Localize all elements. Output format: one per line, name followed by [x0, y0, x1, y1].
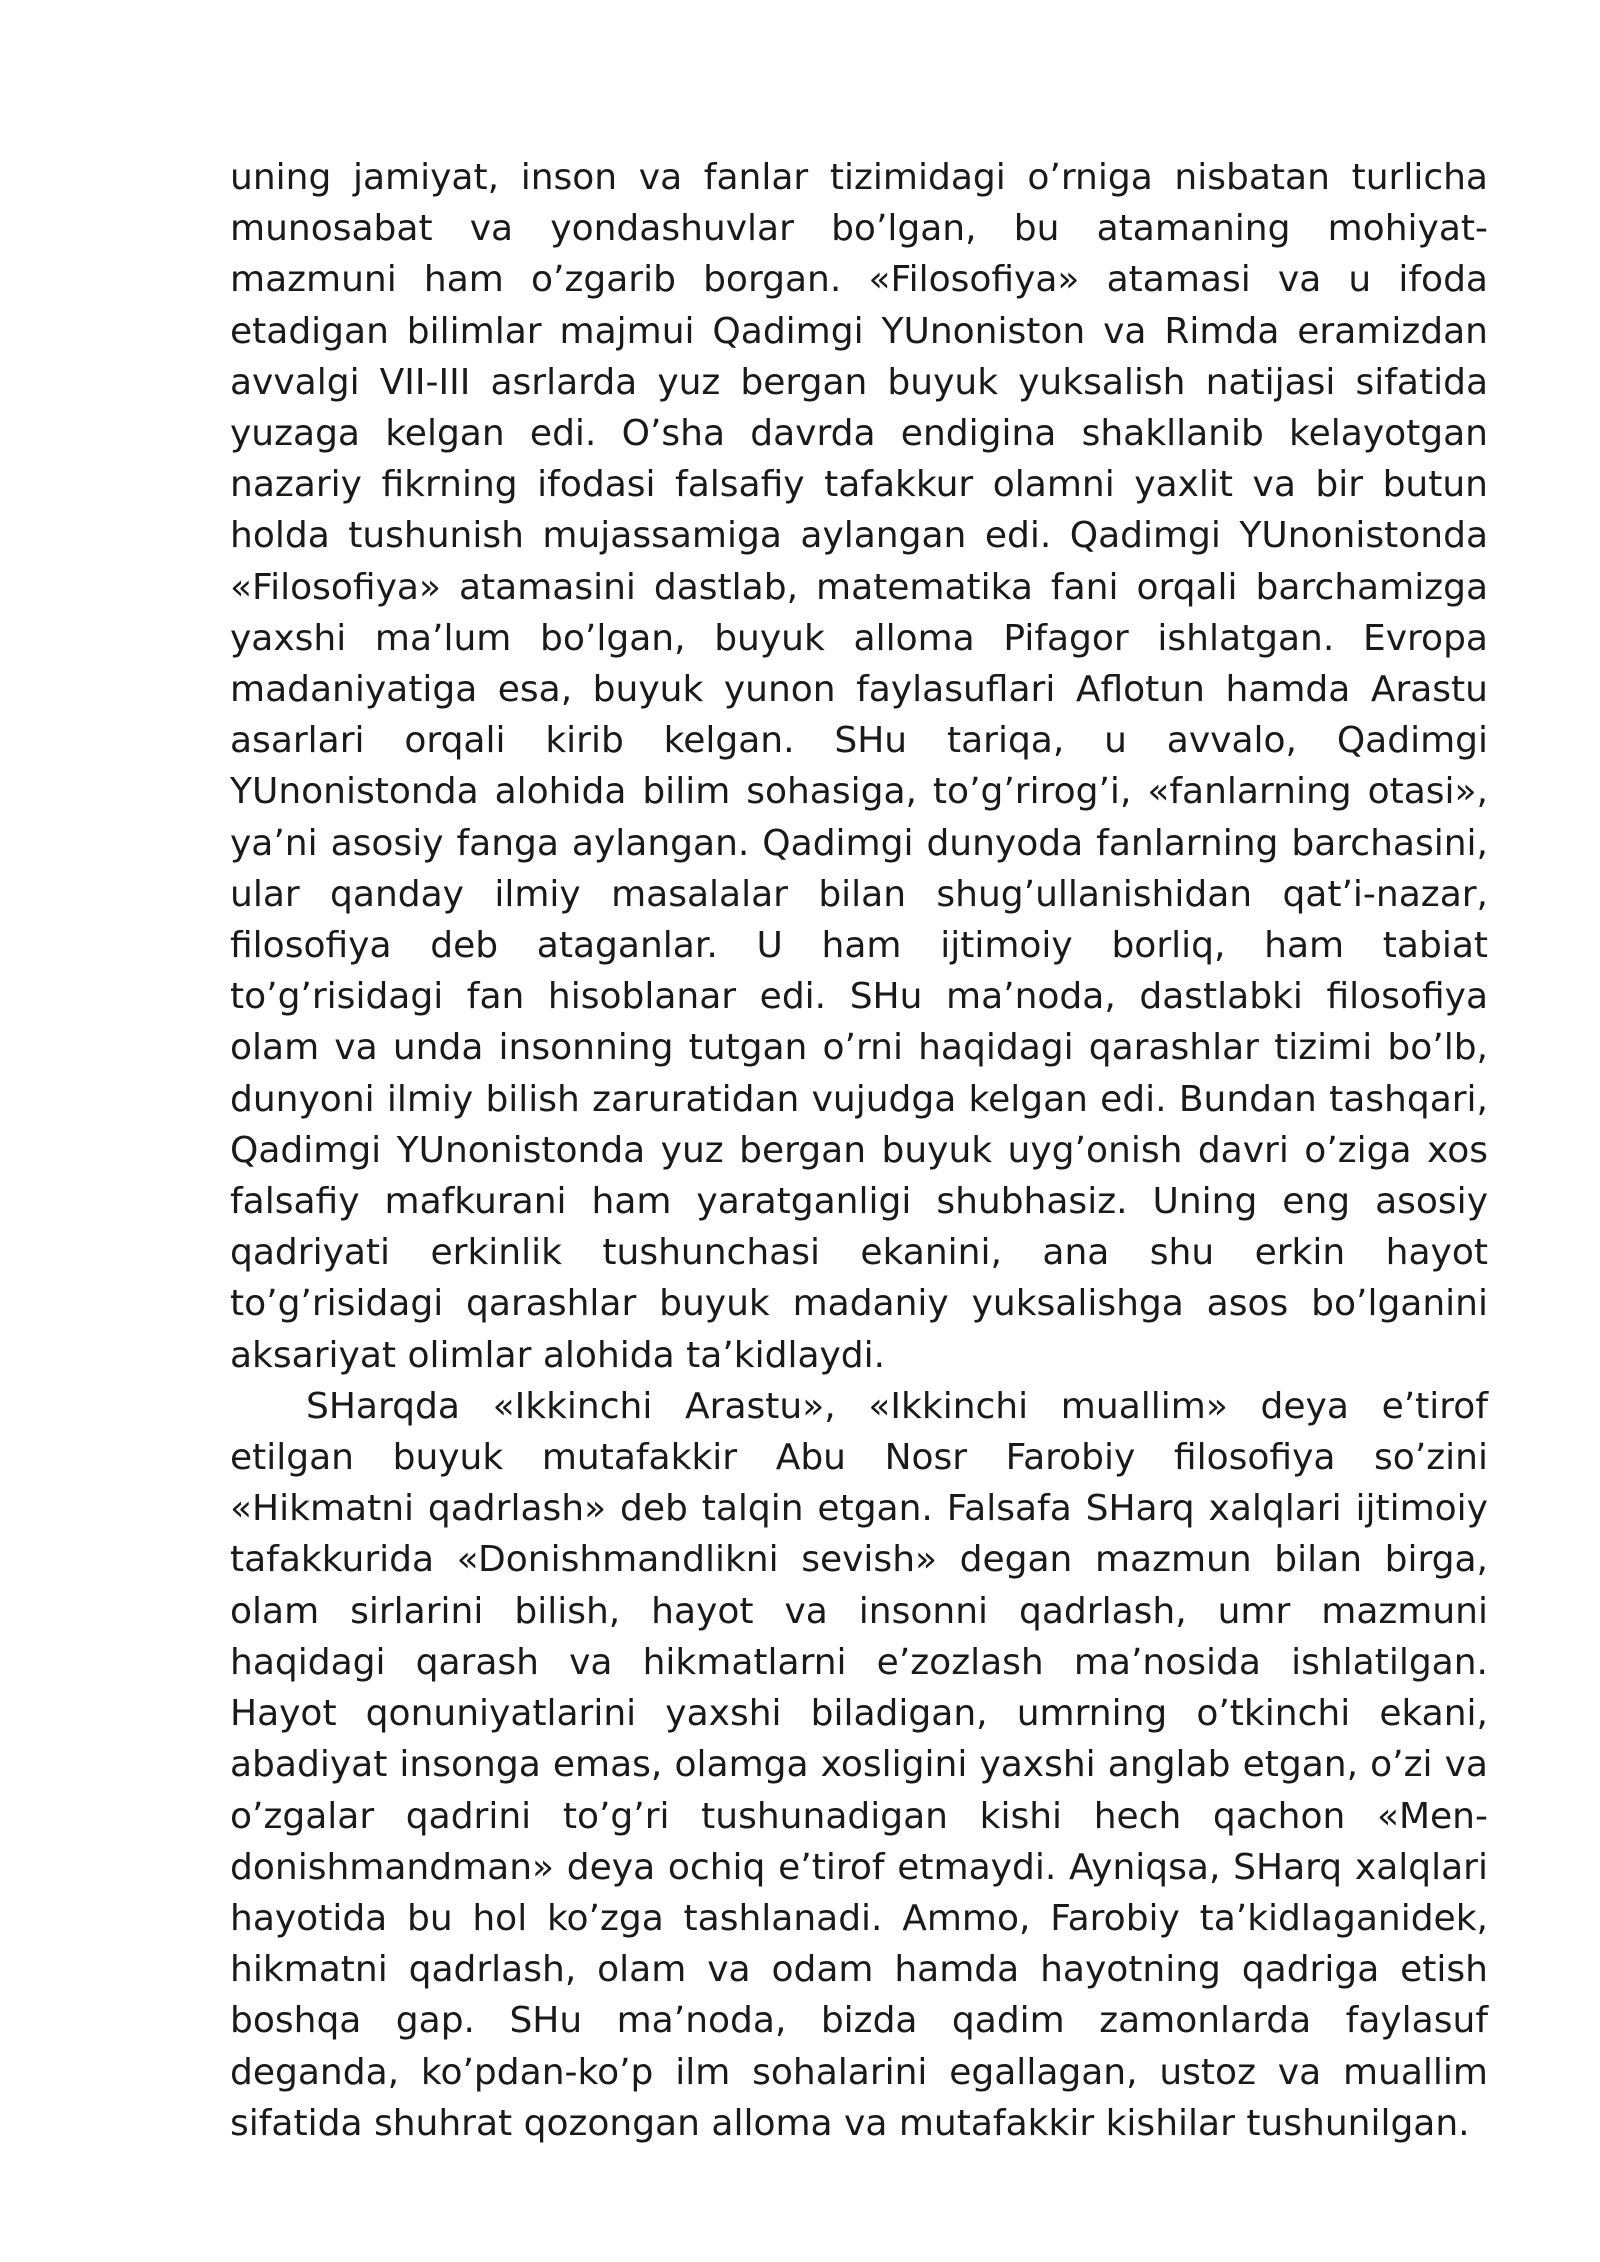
paragraph-2: SHarqda «Ikkinchi Arastu», «Ikkinchi muallim» deya e’tirof etilgan buyuk mutafakkir Abu Nosr Farobiy filosofiya so’zini «Hikmatni qadrlash» deb talqin etgan. Falsafa SHarq xalqlari ijtimoiy tafakkurida «Donishmandlikni sevish» degan mazmun bilan birga, olam sirlarini bilish, hayot va insonni qadrlash, umr mazmuni haqidagi qarash va hikmatlarni e’zozlash ma’nosida ishlatilgan. Hayot qonuniyatlarini yaxshi biladigan, umrning o’tkinchi ekani, abadiyat insonga emas, olamga xosligini yaxshi anglab etgan, o’zi va o’zgalar qadrini to’g’ri tushunadigan kishi hech qachon «Men-donishmandman» deya ochiq e’tirof etmaydi. Ayniqsa, SHarq xalqlari hayotida bu hol ko’zga tashlanadi. Ammo, Farobiy ta’kidlaganidek, hikmatni qadrlash, olam va odam hamda hayotning qadriga etish boshqa gap. SHu ma’noda, bizda qadim zamonlarda faylasuf deganda, ko’pdan-ko’p ilm sohalarini egallagan, ustoz va muallim sifatida shuhrat qozongan alloma va mutafakkir kishilar tushunilgan.: [230, 1385, 1488, 2144]
text-body: [230, 152, 1488, 2149]
paragraph-1: uning jamiyat, inson va fanlar tizimidagi o’rniga nisbatan turlicha munosabat va yondashuvlar bo’lgan, bu atamaning mohiyat-mazmuni ham o’zgarib borgan. «Filosofiya» atamasi va u ifoda etadigan bilimlar majmui Qadimgi YUnoniston va Rimda eramizdan avvalgi VII-III asrlarda yuz bergan buyuk yuksalish natijasi sifatida yuzaga kelgan edi. O’sha davrda endigina shakllanib kelayotgan nazariy fikrning ifodasi falsafiy tafakkur olamni yaxlit va bir butun holda tushunish mujassamiga aylangan edi. Qadimgi YUnonistonda «Filosofiya» atamasini dastlab, matematika fani orqali barchamizga yaxshi ma’lum bo’lgan, buyuk alloma Pifagor ishlatgan. Evropa madaniyatiga esa, buyuk yunon faylasuflari Aflotun hamda Arastu asarlari orqali kirib kelgan. SHu tariqa, u avvalo, Qadimgi YUnonistonda alohida bilim sohasiga, to’g’rirog’i, «fanlarning otasi», ya’ni asosiy fanga aylangan. Qadimgi dunyoda fanlarning barchasini, ular qanday ilmiy masalalar bilan shug’ullanishidan qat’i-nazar, filosofiya deb ataganlar. U ham ijtimoiy borliq, ham tabiat to’g’risidagi fan hisoblanar edi. SHu ma’noda, dastlabki filosofiya olam va unda insonning tutgan o’rni haqidagi qarashlar tizimi bo’lb, dunyoni ilmiy bilish zaruratidan vujudga kelgan edi. Bundan tashqari, Qadimgi YUnonistonda yuz bergan buyuk uyg’onish davri o’ziga xos falsafiy mafkurani ham yaratganligi shubhasiz. Uning eng asosiy qadriyati erkinlik tushunchasi ekanini, ana shu erkin hayot to’g’risidagi qarashlar buyuk madaniy yuksalishga asos bo’lganini aksariyat olimlar alohida ta’kidlaydi.: [230, 157, 1488, 1376]
